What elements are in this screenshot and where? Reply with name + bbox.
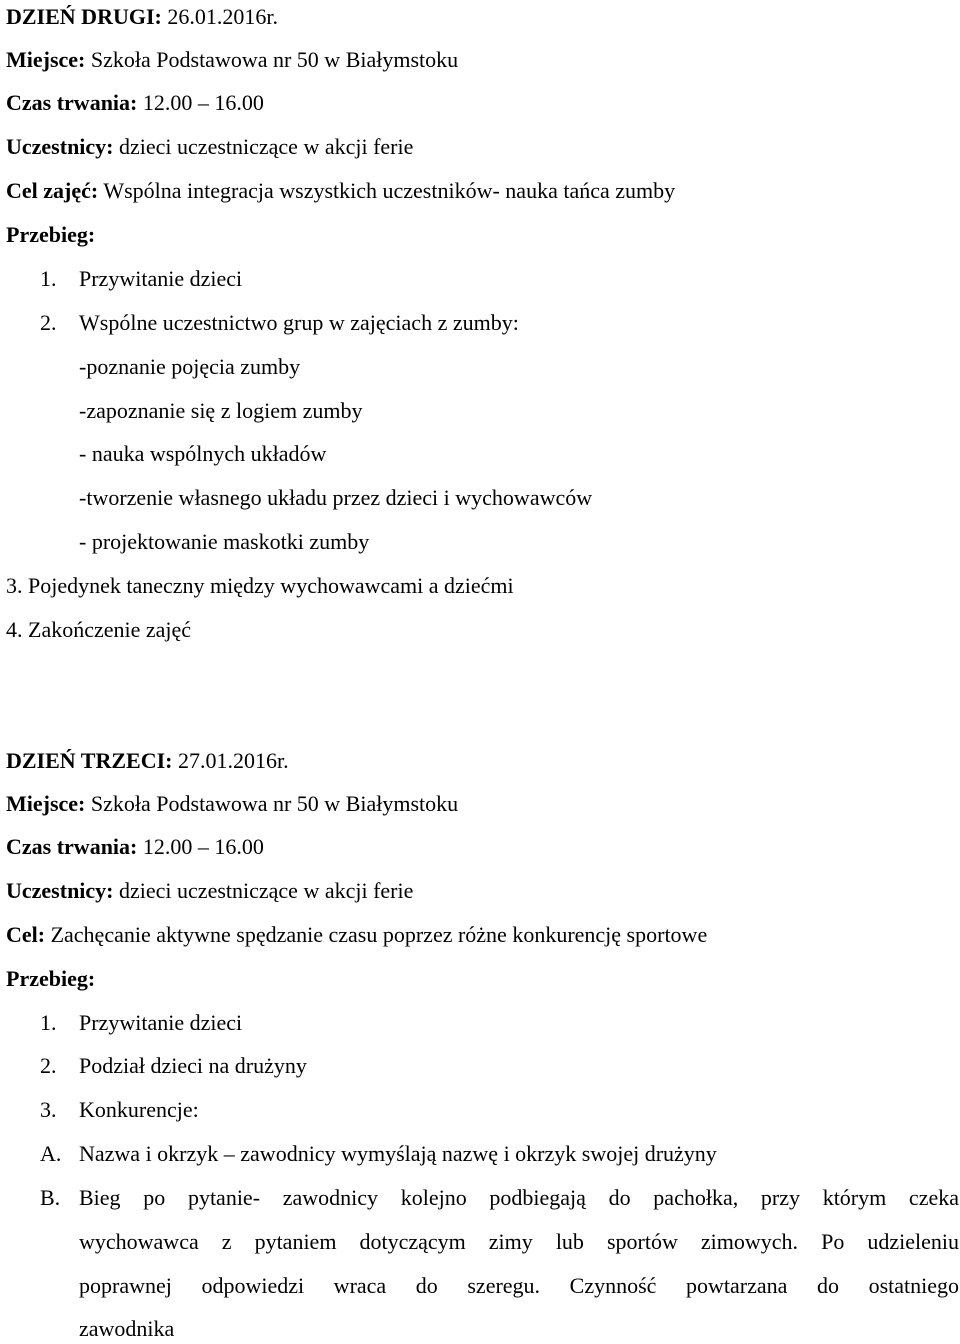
day2-course-label: Przebieg:: [6, 222, 96, 247]
day3-participants-value: dzieci uczestniczące w akcji ferie: [113, 878, 414, 903]
day3-step-2-num: 2.: [40, 1053, 57, 1078]
day2-place: [6, 45, 458, 75]
day3-time-label: Czas trwania:: [6, 834, 138, 859]
day2-subitem: -poznanie pojęcia zumby: [79, 354, 301, 379]
day2-subitem: - nauka wspólnych układów: [79, 441, 327, 466]
day2-participants-label: Uczestnicy:: [6, 134, 114, 159]
day2-step-4: 4. Zakończenie zajęć: [6, 617, 192, 642]
day2-place-label: Miejsce:: [6, 47, 86, 72]
day2-place-value: Szkoła Podstawowa nr 50 w Białymstoku: [85, 47, 459, 72]
day2-subitem: - projektowanie maskotki zumby: [79, 529, 370, 554]
competition-b-continuation-last: zawodnika: [79, 1316, 175, 1341]
day2-time: [6, 88, 264, 118]
day3-participants: [6, 876, 413, 906]
day3-goal: [6, 920, 707, 950]
day2-goal-label: Cel zajęć:: [6, 178, 99, 203]
day3-place-value: Szkoła Podstawowa nr 50 w Białymstoku: [85, 791, 459, 816]
day2-time-value: 12.00 – 16.00: [137, 90, 264, 115]
day2-time-label: Czas trwania:: [6, 90, 138, 115]
day2-participants-value: dzieci uczestniczące w akcji ferie: [113, 134, 414, 159]
day3-step-1: [40, 1008, 242, 1038]
competition-b-text: Bieg po pytanie- zawodnicy kolejno podbiegają do pachołka, przy którym czeka: [79, 1185, 959, 1210]
day2-step-1-text: Przywitanie dzieci: [79, 266, 243, 291]
day3-header-label: DZIEŃ TRZECI:: [6, 748, 173, 773]
day3-step-3-num: 3.: [40, 1097, 57, 1122]
day2-subitem: -tworzenie własnego układu przez dzieci i wychowawców: [79, 485, 593, 510]
day2-participants: [6, 132, 413, 162]
day3-place: [6, 789, 458, 819]
day2-header-value: 26.01.2016r.: [161, 4, 278, 29]
day2-header: [6, 2, 278, 32]
day3-step-2-text: Podział dzieci na drużyny: [79, 1053, 307, 1078]
day2-subitem: -zapoznanie się z logiem zumby: [79, 398, 363, 423]
day2-goal: [6, 176, 675, 206]
day2-step-2-num: 2.: [40, 310, 57, 335]
day3-time: [6, 832, 264, 862]
day2-step-1: [40, 264, 242, 294]
competition-a-letter: A.: [40, 1141, 62, 1166]
competition-b-continuation: poprawnej odpowiedzi wraca do szeregu. Czynność powtarzana do ostatniego: [79, 1273, 959, 1298]
day3-participants-label: Uczestnicy:: [6, 878, 114, 903]
competition-a-text: Nazwa i okrzyk – zawodnicy wymyślają nazwę i okrzyk swojej drużyny: [79, 1141, 717, 1166]
day3-goal-value: Zachęcanie aktywne spędzanie czasu poprzez różne konkurencję sportowe: [45, 922, 708, 947]
competition-b-continuation: wychowawca z pytaniem dotyczącym zimy lub sportów zimowych. Po udzieleniu: [79, 1229, 959, 1254]
day2-step-2: [40, 308, 519, 338]
day2-step-1-num: 1.: [40, 266, 57, 291]
day3-goal-label: Cel:: [6, 922, 46, 947]
day3-header: [6, 746, 289, 776]
day3-competition-a: [40, 1139, 717, 1169]
day3-step-1-text: Przywitanie dzieci: [79, 1010, 243, 1035]
day3-time-value: 12.00 – 16.00: [137, 834, 264, 859]
day3-step-1-num: 1.: [40, 1010, 57, 1035]
day2-step-3: 3. Pojedynek taneczny między wychowawcami a dziećmi: [6, 573, 514, 598]
day3-course-label: Przebieg:: [6, 966, 96, 991]
day2-goal-value: Wspólna integracja wszystkich uczestników- nauka tańca zumby: [98, 178, 676, 203]
day3-step-2: [40, 1051, 307, 1081]
day3-step-3: [40, 1095, 199, 1125]
day3-step-3-text: Konkurencje:: [79, 1097, 199, 1122]
day2-step-2-text: Wspólne uczestnictwo grup w zajęciach z zumby:: [79, 310, 519, 335]
day3-place-label: Miejsce:: [6, 791, 86, 816]
day2-header-label: DZIEŃ DRUGI:: [6, 4, 162, 29]
competition-b-letter: B.: [40, 1185, 61, 1210]
day3-header-value: 27.01.2016r.: [172, 748, 289, 773]
